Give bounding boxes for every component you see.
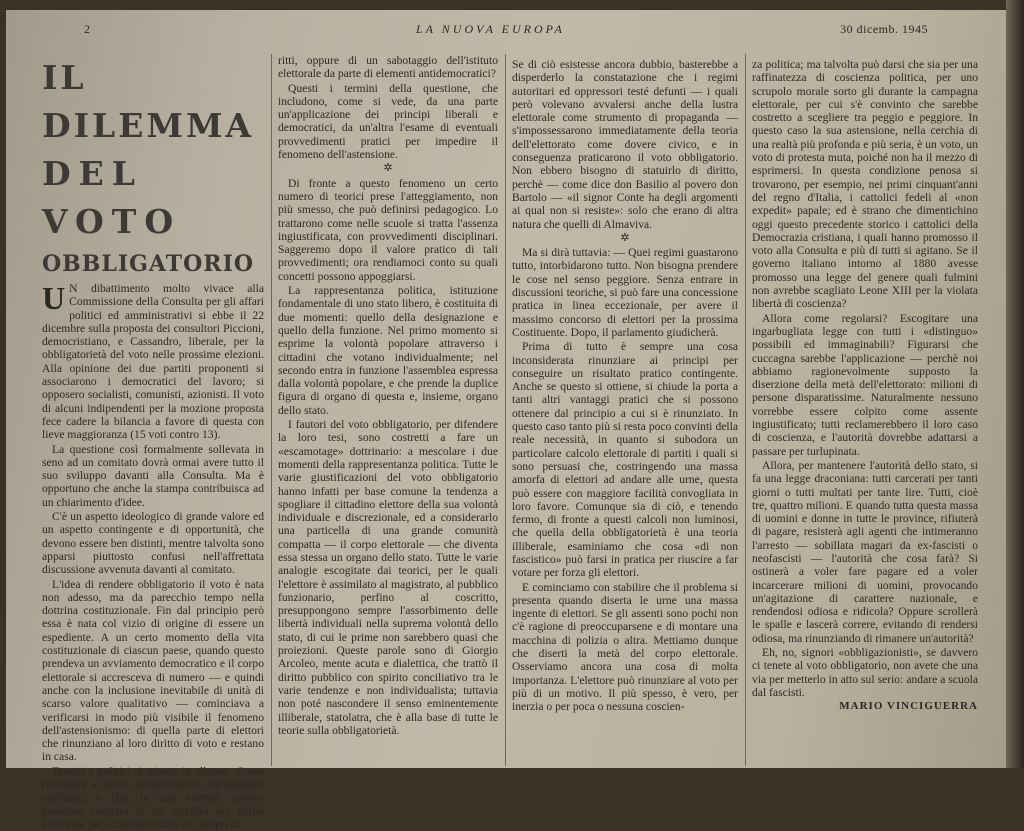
section-separator: ✲	[383, 162, 393, 175]
paragraph: Teorici e politici si misero in allarme. Come rimediare a questo inconveniente dell'allargato suffragio, e che, in casi estremi, poteva prendere l'aspetto di un suicidio del corpo elettorale per incomprensione dei propri di	[42, 764, 264, 831]
paragraph: L'idea di rendere obbligatorio il voto è nata non adesso, ma da parecchio tempo nella dottrina costituzionale. Fin dal principio però essa è nata col vizio di origine di essere un espediente. A un certo momento della vita costituzionale di ciascun paese, quando questo prendeva un avviamento democratico e il corpo elettorale si accresceva di numero — e quindi anche con la inclusione inevitabile di unità di scarso valore qualitativo — cominciava a verificarsi in modo più visibile il fenomeno dell'astensionismo: di quella parte di elettori che rinunziano al loro diritto di voto e restano in casa.	[42, 577, 264, 764]
paragraph: I fautori del voto obbligatorio, per difendere la loro tesi, sono costretti a fare un «escamotage» dottrinario: a mescolare i due momenti della rappresentanza politica. Tutte le varie giustificazioni del voto obbligatorio hanno infatti per base comune la tendenza a spogliare il cittadino elettore della sua volontà individuale e discrezionale, ed a considerarlo una particella di una grande comunità compatta — il corpo elettorale — che diventa essa stessa un organo dello stato. Tutte le varie analogie escogitate dai teorici, per le quali l'elettore è assimilato al magistrato, al pubblico funzionario, perfino al coscritto, presuppongono sempre l'assorbimento delle libertà individuali nella suprema volontà dello stato, di cui le prime non sarebbero quasi che proiezioni. Queste parole sono di Giorgio Arcoleo, mente acuta e dialettica, che trattò il diritto pubblico con spirito conciliativo tra le varie tendenze e non individualista; tuttavia non poté nascondere il senso eminentemente illiberale, statolatra, che è alla base di tutte le teorie sulla obbligatorietà.	[278, 418, 498, 737]
paragraph: ritti, oppure di un sabotaggio dell'istituto elettorale da parte di elementi antidemocratici?	[278, 54, 498, 81]
paragraph: La rappresentanza politica, istituzione fondamentale di uno stato libero, è costituita di due momenti: quello della designazione e quello della funzione. Nel primo momento si esprime la volontà popolare attraverso i cittadini che votano individualmente; nel secondo entra in funzione l'assemblea espressa dalla volontà popolare, e che prende la duplice figura di organo di questa e, insieme, organo dello stato.	[278, 284, 498, 417]
paragraph: Ma si dirà tuttavia: — Quei regimi guastarono tutto, intorbidarono tutto. Non bisogna prendere le cose nel senso peggiore. Senza entrare in discussioni teoriche, si può fare una concessione pratica in linea eccezionale, per avere il massimo concorso di elettori per la prossima Costituente. Dopo, il parlamento giudicherà.	[512, 246, 738, 339]
paragraph: La questione così formalmente sollevata in seno ad un comitato dovrà ormai avere tutto il suo sviluppo davanti alla Consulta. Ma è opportuno che anche la stampa contribuisca ad un chiarimento d'idee.	[42, 442, 264, 509]
section-separator: ✲	[620, 231, 630, 244]
column-1	[42, 54, 264, 831]
paragraph: C'è un aspetto ideologico di grande valore ed un aspetto contingente e di opportunità, che devono essere ben distinti, mentre talvolta sono apparsi piuttosto confusi nell'affrettata discussione avvenuta davanti al comitato.	[42, 510, 264, 577]
article-title-line-1: IL DILEMMA	[42, 58, 255, 145]
drop-cap: U	[42, 280, 66, 316]
column-rule	[745, 54, 746, 766]
column-4	[752, 58, 978, 770]
issue-date: 30 dicemb. 1945	[840, 22, 928, 36]
article-title-line-3: OBBLIGATORIO	[42, 251, 255, 277]
author-signature: MARIO VINCIGUERRA	[839, 700, 978, 713]
column-3	[512, 58, 738, 770]
paragraph-text: N dibattimento molto vivace alla Commissione della Consulta per gli affari politici ed amministrativi si ebbe il 22 dicembre sulla proposta dei consultori Piccioni, democristiano, e Cassandro, liberale, per la obbligatorietà del voto nelle prossime elezioni. Alla opinione dei due partiti proponenti si associarono i democratici del lavoro; si opposero socialisti, comunisti, azionisti. Il voto di alcuni indipendenti per la mozione proposta fece cadere la bilancia a favore di questa con lieve maggioranza (15 voti contro 13).	[42, 282, 264, 442]
page-header	[6, 22, 1006, 42]
paragraph: Questi i termini della questione, che includono, come si vede, da una parte un'applicazione dei principi liberali e democratici, da un'altra l'esame di eventuali provvedimenti pratici per impedire il fenomeno dell'astensione.	[278, 81, 498, 162]
paragraph: za politica; ma talvolta può darsi che sia per una raffinatezza di coscienza politica, per uno scrupolo morale sorto gli durante la campagna elettorale, per cui s'è convinto che sarebbe costretto a scegliere tra peggio e peggiore. In questo caso la sua astensione, nella cerchia di una realtà più profonda e più seria, è un voto, un voto di protesta muta, poiché non ha il mezzo di esprimersi. In questa condizione penosa si trovarono, per esempio, nei primi cinquant'anni del regno d'Italia, i cattolici fedeli al «non expedit» papale; ed è strano che dimentichino oggi questo precedente storico i cattolici della Democrazia cristiana, i quali hanno promosso il voto alla Consulta e più di tutti si agitano. Se il governo italiano intorno al 1880 avesse promosso una legge del genere quali fulmini non avrebbe scagliato Leone XIII per la violata libertà di coscienza?	[752, 58, 978, 311]
paragraph: E cominciamo con stabilire che il problema si presenta quando diserta le urne una massa ingente di elettori. Se gli assenti sono pochi non c'è ragione di preoccuparsene e di montare una macchina di polizia o altra. Mettiamo dunque che diserti la metà del corpo elettorale. Osserviamo ancora una cosa di molta importanza. L'elettore può rinunziare al voto per più di un motivo. Il più spesso, è vero, per inerzia o per poca o nessuna coscien-	[512, 580, 738, 714]
column-rule	[271, 54, 272, 766]
page-number: 2	[84, 22, 91, 36]
paragraph: Prima di tutto è sempre una cosa inconsiderata rinunziare ai principi per conseguire un risultato pratico contingente. Anche se questo si ottiene, si chiude la porta a tanti altri vantaggi pratici che si possono ottenere dal principio a cui si è rinunziato. In questo caso tanto più si resta poco convinti della reale necessità, in quanto si subodora un particolare calcolo elettorale di partiti i quali si sono persuasi che, costringendo una massa amorfa di elettori ad andare alle urne, questa può essere con maggiore facilità convogliata in loro favore. Comunque sia di ciò, e tenendo fermo, di fronte a questi calcoli non luminosi, che quella della obbligatorietà è una teoria illiberale, esaminiamo che cosa «di non fascistico» può farsi in pratica per riuscire a far votare per forza gli elettori.	[512, 340, 738, 580]
page-edge-shadow	[1006, 0, 1024, 768]
column-rule	[505, 54, 506, 766]
paragraph	[42, 282, 264, 442]
article-title-line-2: DEL VOTO	[42, 154, 182, 241]
masthead: LA NUOVA EUROPA	[416, 22, 565, 36]
paragraph: Di fronte a questo fenomeno un certo numero di teorici prese l'atteggiamento, non più smesso, che può definirsi pedagogico. Lo trattarono come nelle scuole si tratta l'assenza ingiustificata, con provvedimenti disciplinari. Saggeremo dopo il valore pratico di tali provvedimenti; ora rendiamoci conto su quali concetti possono appoggiarsi.	[278, 176, 498, 283]
paragraph: Allora come regolarsi? Escogitare una ingarbugliata legge con tutti i «distinguo» possibili ed immaginabili? Figurarsi che cuccagna sarebbe l'applicazione — perchè noi abbiamo ragionevolmente supposto la diserzione della metà dell'elettorato: milioni di persone disparatissime. Naturalmente nessuno vorrebbe essere colpito come assente ingiustificato; tutti reclamerebbero il loro caso di coscienza, e l'autorità dovrebbe adattarsi a passare per turlupinata.	[752, 311, 978, 458]
paragraph: Se di ciò esistesse ancora dubbio, basterebbe a disperderlo la constatazione che i regimi autoritari ed oppressori testé defunti — i quali però volevano avvalersi anche della lustra elettorale come strumento di propaganda — s'impossessarono immediatamente della teoria dell'elettorato come dovere civico, e in conseguenza praticarono il voto obbligatorio. Non ebbero bisogno di statuirlo di diritto, perchè — come dice don Basilio al povero don Bartolo — «il signor Conte ha degli argomenti ai qual non si resiste»: solo che erano di altra natura che quelli di Almaviva.	[512, 58, 738, 231]
newspaper-page	[6, 10, 1006, 831]
paragraph: Eh, no, signori «obbligazionisti», se davvero ci tenete al voto obbligatorio, non avete che una via per metterlo in atto sul serio: andare a scuola dal fascisti.	[752, 646, 978, 699]
column-2	[278, 54, 498, 766]
paragraph: Allora, per mantenere l'autorità dello stato, si fa una legge draconiana: tutti carcerati per tanti giorni o tutti multati per tante lire. Tutti, cioè tre, quattro milioni. E quando tutta questa massa di uomini e donne in tutte le province, rifiuterà di pagare, resisterà agli agenti che intimeranno l'arresto — sobillata magari da ex-fascisti o neofascisti — l'autorità che cosa farà? Si ostinerà a voler fare pagare ed a voler incarcerare milioni di uomini, provocando un'agitazione di carattere nazionale, e rendendosi odiosa e ridicola? Oppure scrollerà le spalle e lascerà correre, evitando di rendersi odiosa, ma rinunziando di rimanere un'autorità?	[752, 458, 978, 645]
